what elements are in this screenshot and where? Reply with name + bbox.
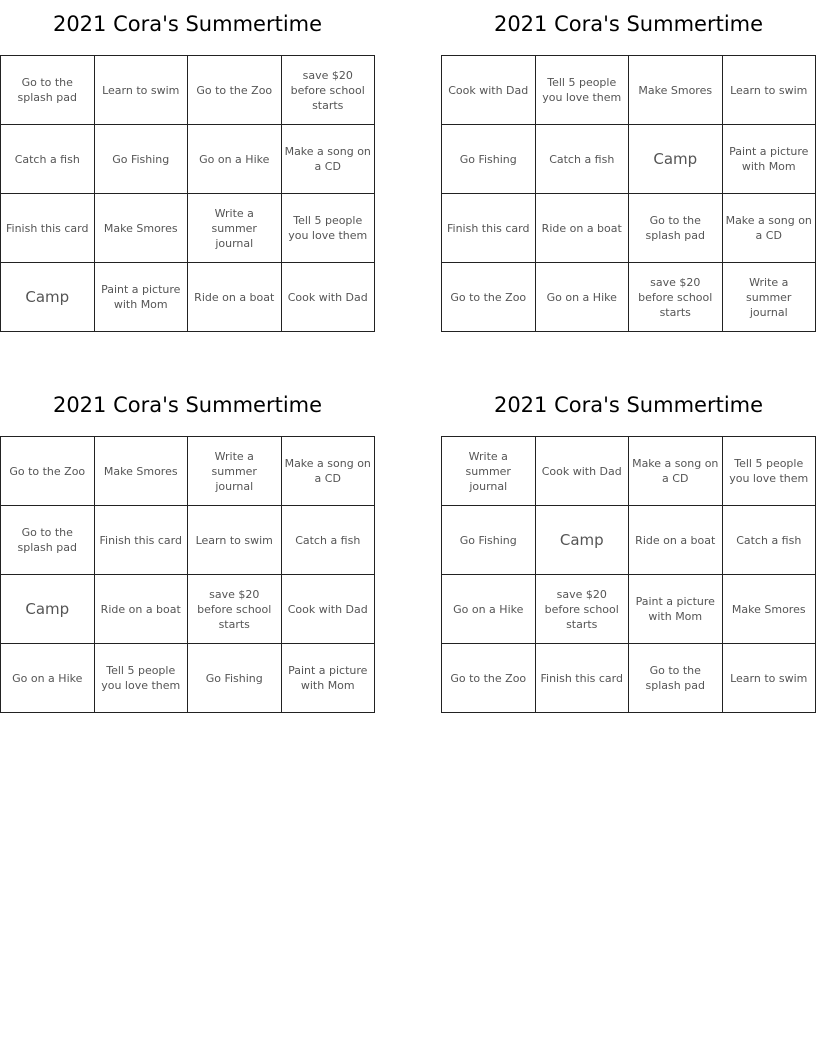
bingo-row [442, 125, 816, 194]
bingo-cell: Camp [1, 575, 95, 644]
bingo-cell: Paint a picture with Mom [722, 125, 816, 194]
bingo-cell: Learn to swim [722, 644, 816, 713]
bingo-cell: Make Smores [94, 194, 188, 263]
bingo-cell: Go to the Zoo [1, 437, 95, 506]
bingo-cell: Cook with Dad [281, 575, 375, 644]
bingo-cell: Catch a fish [281, 506, 375, 575]
bingo-cell: Camp [535, 506, 629, 575]
bingo-cell: Go to the Zoo [442, 263, 536, 332]
bingo-cell: Paint a picture with Mom [94, 263, 188, 332]
bingo-cell: Write a summer journal [188, 194, 282, 263]
bingo-cell: save $20 before school starts [629, 263, 723, 332]
bingo-cell: Tell 5 people you love them [535, 56, 629, 125]
bingo-row [1, 644, 375, 713]
bingo-cell: Catch a fish [1, 125, 95, 194]
bingo-cell: Ride on a boat [535, 194, 629, 263]
bingo-cell: Cook with Dad [281, 263, 375, 332]
bingo-row [1, 263, 375, 332]
bingo-cell: Write a summer journal [188, 437, 282, 506]
bingo-cell: Camp [629, 125, 723, 194]
bingo-row [1, 575, 375, 644]
bingo-cell: Camp [1, 263, 95, 332]
bingo-cell: Go Fishing [442, 125, 536, 194]
bingo-cell: Make a song on a CD [281, 437, 375, 506]
bingo-row [442, 506, 816, 575]
bingo-grid [0, 55, 375, 332]
bingo-row [442, 194, 816, 263]
bingo-cell: Go to the Zoo [188, 56, 282, 125]
bingo-cell: Go to the splash pad [1, 506, 95, 575]
bingo-cell: Paint a picture with Mom [281, 644, 375, 713]
bingo-cell: Finish this card [1, 194, 95, 263]
bingo-cell: Write a summer journal [442, 437, 536, 506]
bingo-row [1, 125, 375, 194]
bingo-grid [441, 55, 816, 332]
bingo-cell: Tell 5 people you love them [94, 644, 188, 713]
bingo-cell: Go to the splash pad [629, 644, 723, 713]
bingo-cell: Finish this card [442, 194, 536, 263]
bingo-cell: Make Smores [94, 437, 188, 506]
bingo-cell: Tell 5 people you love them [281, 194, 375, 263]
bingo-cell: Finish this card [94, 506, 188, 575]
bingo-cell: Learn to swim [94, 56, 188, 125]
bingo-cell: Go on a Hike [442, 575, 536, 644]
bingo-row [442, 644, 816, 713]
bingo-grid [0, 436, 375, 713]
bingo-cell: Make a song on a CD [722, 194, 816, 263]
bingo-cell: Make Smores [722, 575, 816, 644]
bingo-cell: Learn to swim [722, 56, 816, 125]
card-title: 2021 Cora's Summertime [52, 393, 323, 417]
bingo-cell: Learn to swim [188, 506, 282, 575]
bingo-row [1, 56, 375, 125]
bingo-cell: save $20 before school starts [281, 56, 375, 125]
bingo-row [442, 263, 816, 332]
bingo-row [442, 437, 816, 506]
bingo-cell: Make Smores [629, 56, 723, 125]
bingo-cell: Catch a fish [722, 506, 816, 575]
bingo-cell: Go on a Hike [1, 644, 95, 713]
bingo-cell: Go on a Hike [188, 125, 282, 194]
bingo-cell: Ride on a boat [188, 263, 282, 332]
bingo-row [1, 506, 375, 575]
bingo-cell: Make a song on a CD [281, 125, 375, 194]
bingo-row [1, 194, 375, 263]
bingo-cell: Paint a picture with Mom [629, 575, 723, 644]
bingo-cell: Cook with Dad [442, 56, 536, 125]
bingo-cell: Go Fishing [188, 644, 282, 713]
bingo-cell: save $20 before school starts [188, 575, 282, 644]
bingo-cell: save $20 before school starts [535, 575, 629, 644]
bingo-grid [441, 436, 816, 713]
bingo-cell: Ride on a boat [94, 575, 188, 644]
bingo-cell: Finish this card [535, 644, 629, 713]
bingo-cell: Make a song on a CD [629, 437, 723, 506]
bingo-cell: Go to the splash pad [629, 194, 723, 263]
card-title: 2021 Cora's Summertime [493, 12, 764, 36]
bingo-cell: Tell 5 people you love them [722, 437, 816, 506]
bingo-cell: Go on a Hike [535, 263, 629, 332]
card-title: 2021 Cora's Summertime [493, 393, 764, 417]
bingo-cell: Go Fishing [442, 506, 536, 575]
bingo-cell: Cook with Dad [535, 437, 629, 506]
bingo-row [442, 575, 816, 644]
bingo-cell: Go Fishing [94, 125, 188, 194]
bingo-cell: Go to the Zoo [442, 644, 536, 713]
bingo-cell: Write a summer journal [722, 263, 816, 332]
bingo-row [1, 437, 375, 506]
bingo-row [442, 56, 816, 125]
bingo-cell: Ride on a boat [629, 506, 723, 575]
card-title: 2021 Cora's Summertime [52, 12, 323, 36]
bingo-cell: Catch a fish [535, 125, 629, 194]
bingo-cell: Go to the splash pad [1, 56, 95, 125]
